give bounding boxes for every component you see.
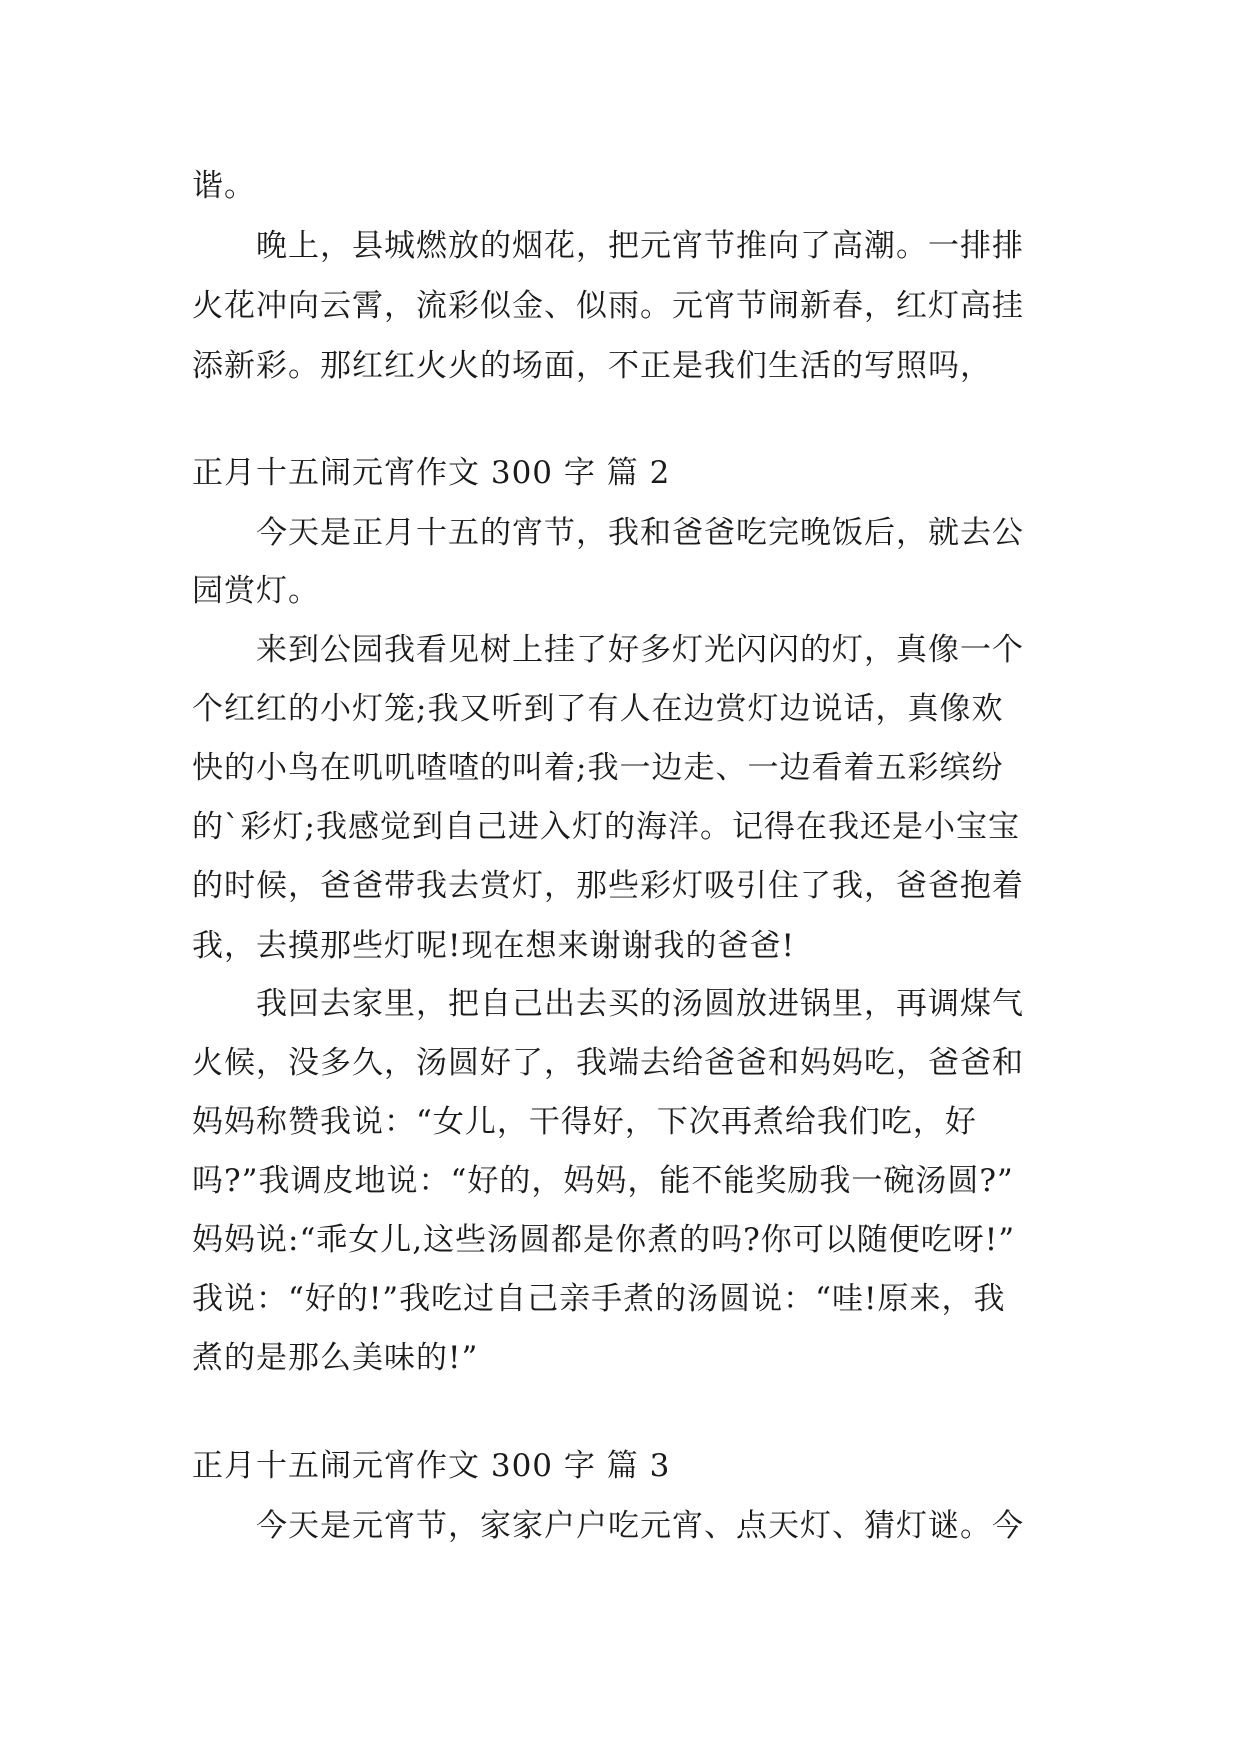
- section-heading: 正月十五闹元宵作文 300 字 篇 3: [192, 1448, 671, 1484]
- paragraph-line: 妈妈称赞我说：“女儿，干得好，下次再煮给我们吃，好: [192, 1104, 977, 1140]
- paragraph-line: 今天是正月十五的宵节，我和爸爸吃完晚饭后，就去公: [256, 515, 1024, 551]
- paragraph-line: 的时候，爸爸带我去赏灯，那些彩灯吸引住了我，爸爸抱着: [192, 868, 1024, 904]
- paragraph-line: 谐。: [192, 168, 256, 204]
- paragraph-line: 火候，没多久，汤圆好了，我端去给爸爸和妈妈吃，爸爸和: [192, 1045, 1024, 1081]
- paragraph-line: 快的小鸟在叽叽喳喳的叫着;我一边走、一边看着五彩缤纷: [192, 750, 1004, 786]
- paragraph-line: 的`彩灯;我感觉到自己进入灯的海洋。记得在我还是小宝宝: [192, 809, 1020, 845]
- paragraph-line: 煮的是那么美味的!”: [192, 1340, 479, 1376]
- paragraph-line: 添新彩。那红红火火的场面，不正是我们生活的写照吗，: [192, 348, 992, 384]
- paragraph-line: 我回去家里，把自己出去买的汤圆放进锅里，再调煤气: [256, 986, 1024, 1022]
- paragraph-line: 火花冲向云霄，流彩似金、似雨。元宵节闹新春，红灯高挂: [192, 288, 1024, 324]
- paragraph-line: 吗?”我调皮地说：“好的，妈妈，能不能奖励我一碗汤圆?”: [192, 1163, 1014, 1199]
- paragraph-line: 个红红的小灯笼;我又听到了有人在边赏灯边说话，真像欢: [192, 691, 1004, 727]
- paragraph-line: 我说：“好的!”我吃过自己亲手煮的汤圆说：“哇!原来，我: [192, 1281, 1006, 1317]
- paragraph-line: 今天是元宵节，家家户户吃元宵、点天灯、猜灯谜。今: [256, 1508, 1024, 1544]
- paragraph-line: 妈妈说:“乖女儿,这些汤圆都是你煮的吗?你可以随便吃呀!”: [192, 1222, 1016, 1258]
- paragraph-line: 我，去摸那些灯呢!现在想来谢谢我的爸爸!: [192, 928, 795, 964]
- paragraph-line: 来到公园我看见树上挂了好多灯光闪闪的灯，真像一个: [256, 632, 1024, 668]
- paragraph-line: 晚上，县城燃放的烟花，把元宵节推向了高潮。一排排: [256, 228, 1024, 264]
- section-heading: 正月十五闹元宵作文 300 字 篇 2: [192, 455, 671, 491]
- paragraph-line: 园赏灯。: [192, 573, 320, 609]
